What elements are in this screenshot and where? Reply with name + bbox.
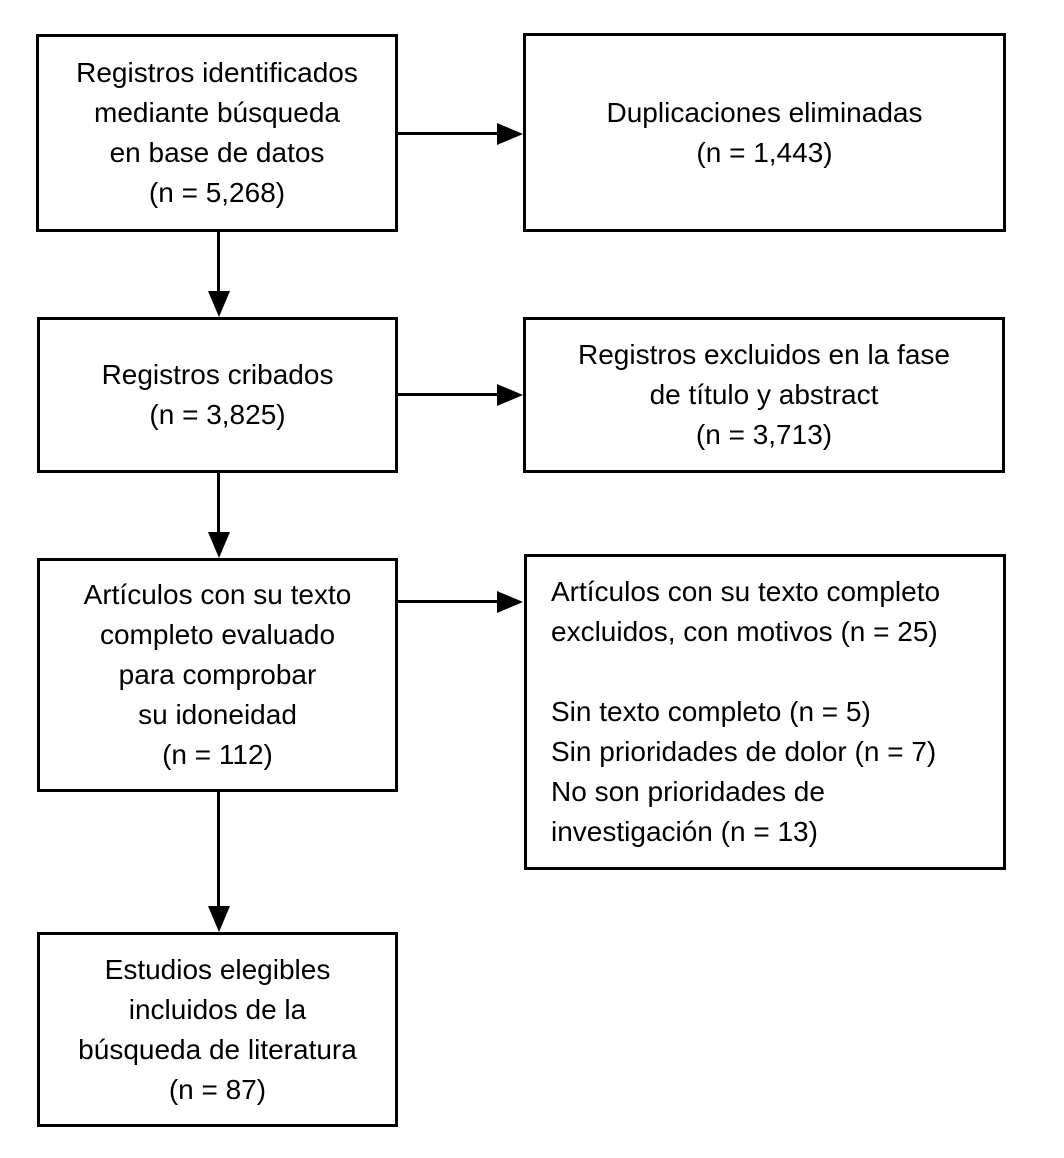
arrow-shaft	[398, 393, 500, 396]
flow-box-studies-included	[37, 932, 398, 1127]
text-line: excluidos, con motivos (n = 25)	[551, 616, 938, 647]
text-line: su idoneidad	[138, 699, 297, 730]
text-line: (n = 112)	[162, 739, 273, 770]
flow-box-duplicates-removed	[523, 33, 1006, 232]
arrowhead-down-icon	[208, 532, 230, 558]
arrowhead-right-icon	[497, 384, 523, 406]
text-line: mediante búsqueda	[94, 97, 340, 128]
flow-box-fulltext-excluded	[524, 554, 1006, 870]
arrow-shaft	[398, 600, 500, 603]
text-line: en base de datos	[109, 137, 325, 168]
text-line: (n = 5,268)	[148, 177, 286, 208]
text-line: (n = 3,825)	[149, 399, 286, 430]
arrow-shaft	[217, 473, 220, 534]
text-line: (n = 1,443)	[696, 136, 833, 168]
flow-box-fulltext-assessed	[37, 558, 398, 792]
text-line: Estudios elegibles	[104, 953, 331, 985]
text-line: Registros excluidos en la fase	[578, 339, 950, 370]
text-line: Registros identificados	[76, 57, 358, 88]
text-line: Artículos con su texto completo	[551, 576, 941, 607]
text-line: incluidos de la	[128, 993, 307, 1025]
text-line: Artículos con su texto	[83, 579, 352, 610]
flow-box-records-identified	[36, 34, 398, 232]
text-line: búsqueda de literatura	[78, 1033, 357, 1065]
text-line: investigación (n = 13)	[551, 816, 818, 847]
arrow-shaft	[398, 132, 500, 135]
text-line: Sin prioridades de dolor (n = 7)	[551, 736, 937, 767]
arrowhead-right-icon	[497, 591, 523, 613]
arrow-shaft	[217, 792, 220, 908]
text-line: No son prioridades de	[551, 776, 825, 807]
text-line: (n = 3,713)	[695, 419, 833, 450]
flow-box-records-screened	[37, 317, 398, 473]
text-line: completo evaluado	[99, 619, 336, 650]
text-line: Sin texto completo (n = 5)	[551, 696, 871, 727]
arrow-shaft	[217, 232, 220, 292]
arrowhead-down-icon	[208, 291, 230, 317]
text-line-blank	[551, 652, 993, 692]
text-line: Registros cribados	[101, 359, 334, 390]
text-line: de título y abstract	[649, 379, 879, 410]
flow-box-records-excluded-title-abstract	[523, 317, 1005, 473]
text-line: para comprobar	[118, 659, 317, 690]
arrowhead-down-icon	[208, 906, 230, 932]
arrowhead-right-icon	[497, 123, 523, 145]
text-line: (n = 87)	[168, 1073, 267, 1105]
text-line: Duplicaciones eliminadas	[606, 96, 923, 128]
